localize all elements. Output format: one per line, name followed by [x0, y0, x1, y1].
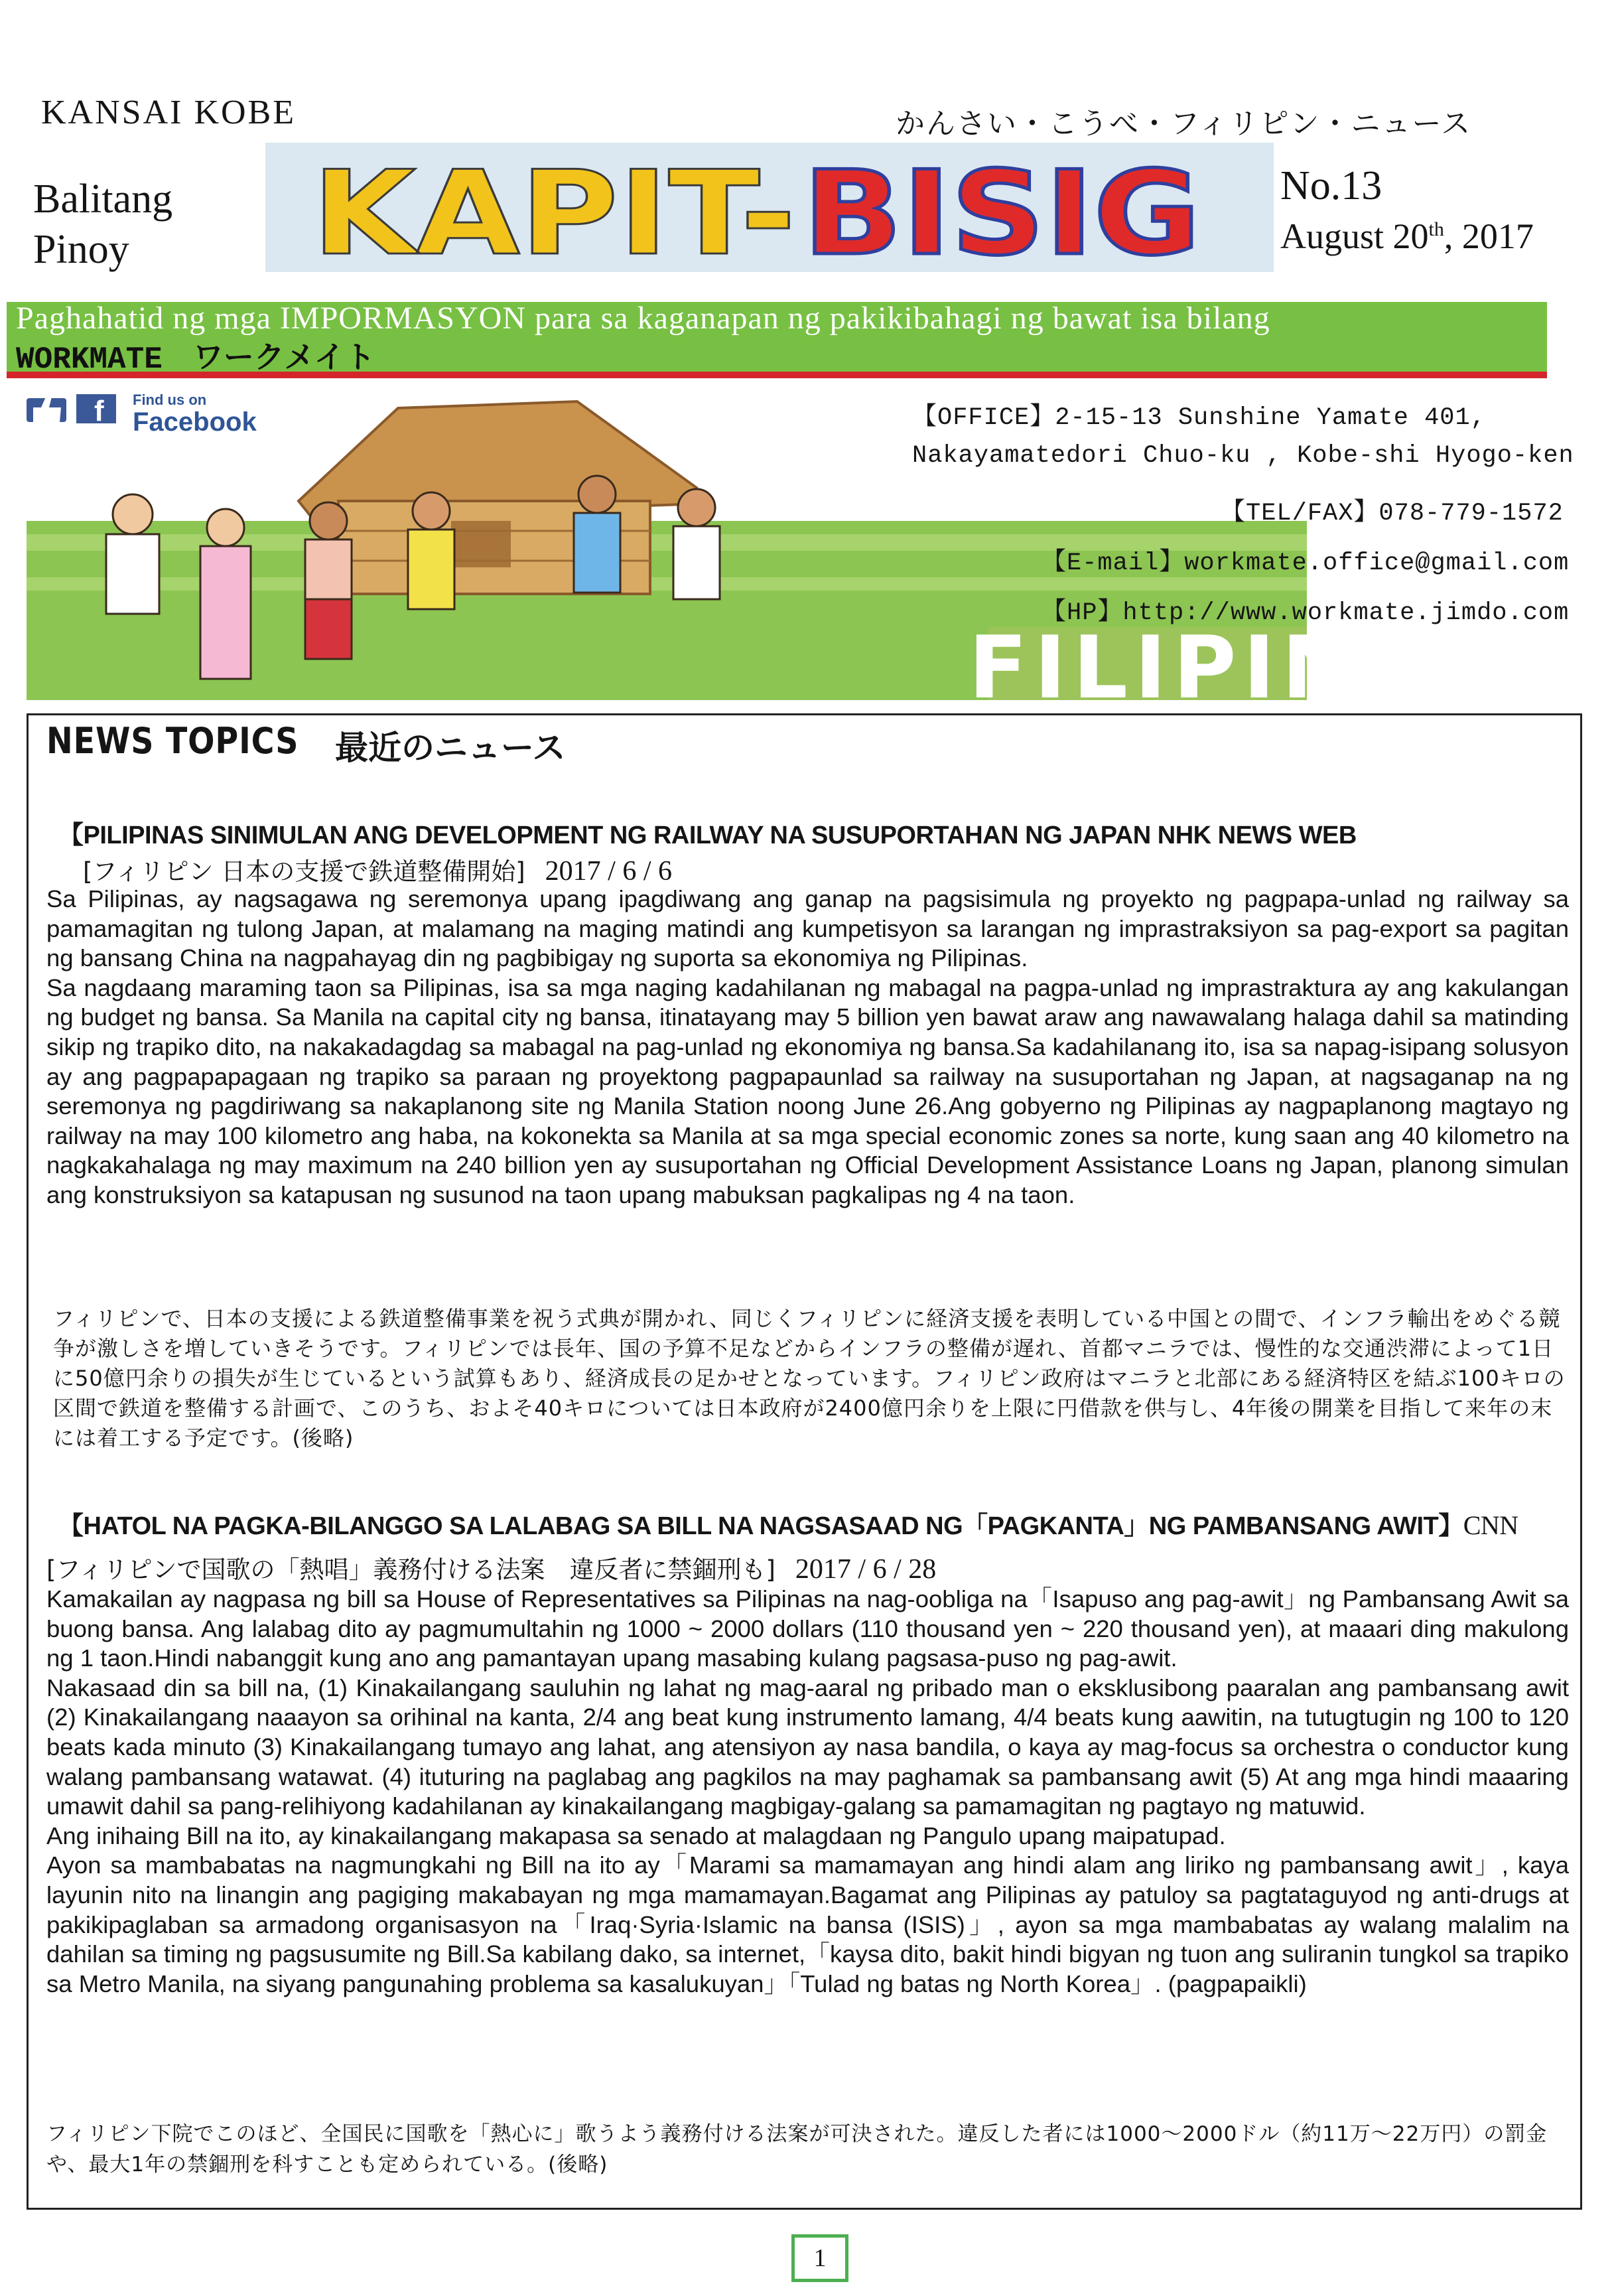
issue-number: No.13: [1280, 163, 1382, 208]
tagline-text: Paghahatid ng mga IMPORMASYON para sa kaganapan ng pakikibahagi ng bawat isa bilang: [16, 301, 1270, 336]
article-2-date: 2017 / 6 / 28: [795, 1554, 937, 1585]
news-topics-heading: NEWS TOPICS: [46, 720, 299, 762]
article-1-date: 2017 / 6 / 6: [545, 856, 673, 887]
workmate-label: WORKMATE ワークメイト: [16, 342, 375, 377]
kapit-bisig-logo: [312, 147, 1227, 270]
city-address-line: Nakayamatedori Chuo-ku , Kobe-shi Hyogo-ken: [912, 442, 1574, 470]
article-1-japanese: フィリピンで、日本の支援による鉄道整備事業を祝う式典が開かれ、同じくフィリピンに経済支援を表明している中国との間で、インフラ輸出をめぐる競争が激しさを増していきそうです。フィリピンでは長年、国の予算不足などからインフラの整備が遅れ、首都マニラでは、慢性的な交通渋滞によって1日に50億円余りの損失が生じているという試算もあり、経済成長の足かせとなっています。フィリピン政府はマニラと北部にある経済特区を結ぶ100キロの区間で鉄道を整備する計画で、このうち、およそ40キロについては日本政府が2400億円余りを上限に円借款を供与し、4年後の開業を目指して来年の末には着工する予定です。(後略): [53, 1306, 1566, 1451]
tel-fax-line: 【TEL/FAX】078-779-1572: [1221, 500, 1564, 528]
japanese-title: かんさい・こうべ・フィリピン・ニュース: [896, 107, 1472, 141]
filipino-banner-word: FILIPINO: [969, 617, 1441, 718]
logo-kapit: KAPIT-: [312, 147, 796, 270]
article-1-paragraph-1: Sa Pilipinas, ay nagsagawa ng seremonya upang ipagdiwang ang ganap na pagsisimula ng proyekto ng pagpapa-unlad ng railway sa pamamagitan ng tulong Japan, at malamang na maging matindi ang kumpetisyon sa larangan ng imprastraksiyon sa pag-export sa pagitan ng bansang China na nagpahayag din ng pagbibigay ng suporta sa ekonomiya ng Pilipinas.: [46, 885, 1569, 972]
article-2-subhead: [フィリピンで国歌の「熱唱」義務付ける法案 違反者に禁錮刑も] 2017 / 6 / 28: [46, 1554, 937, 1585]
issue-date: August 20th, 2017: [1280, 216, 1534, 256]
article-2-body: [46, 1585, 1569, 1999]
article-1-headline: 【PILIPINAS SINIMULAN ANG DEVELOPMENT NG RAILWAY NA SUSUPORTAHAN NG JAPAN NHK NEWS WEB: [58, 822, 1357, 849]
article-2-paragraph-1: Kamakailan ay nagpasa ng bill sa House of Representatives sa Pilipinas na nag-oobliga na「Isapuso ang pag-awit」ng Pambansang Awit sa buong bansa. Ang lalabag dito ay pagmumultahin ng 1000 ~ 2000 dollars (110 thousand yen ~ 220 thousand yen), at maaari ding makulong ng 1 taon.Hindi nabanggit kung ano ang pamantayan upang masabing kulang pagsasa-puso ng pag-awit.: [46, 1585, 1569, 1672]
article-1-body: [46, 885, 1569, 1210]
article-2-paragraph-2: Nakasaad din sa bill na, (1) Kinakailangang sauluhin ng lahat ng mag-aaral ng pribado man o eksklusibong paaralan ang pambansang awit (2) Kinakailangang naaayon sa orihinal na kanta, 2/4 ang beat kung instrumento lamang, 4/4 beats kung aawitin, na tutugtugin ng 100 to 120 beats kada minuto (3) Kinakailangang tumayo ang lahat, ang atensiyon ay nasa bandila, o kaya ay mag-focus sa orchestra o conductor kung walang pambansang watawat. (4) ituturing na paglabag ang pagkilos na may paghamak sa pambansang awit (5) At ang mga hindi maaaring umawit dahil sa pang-relihiyong kadahilanan ay kinakailangang magbigay-galang sa pamamagitan ng pagtayo ng matuwid.: [46, 1674, 1569, 1820]
facebook-like-icon[interactable]: [27, 392, 126, 425]
article-2-japanese: フィリピン下院でこのほど、全国民に国歌を「熱心に」歌うよう義務付ける法案が可決された。違反した者には1000～2000ドル（約11万～22万円）の罰金や、最大1年の禁錮刑を科すことも定められている。(後略): [46, 2122, 1548, 2177]
balitang-line-1: Balitang: [33, 177, 173, 222]
page-number: 1: [791, 2234, 848, 2282]
office-address-line: 【OFFICE】2-15-13 Sunshine Yamate 401,: [912, 404, 1486, 432]
find-us-label[interactable]: Find us on: [133, 392, 207, 408]
balitang-line-2: Pinoy: [33, 227, 129, 272]
article-2-paragraph-4: Ayon sa mambabatas na nagmungkahi ng Bill na ito ay「Marami sa mamamayan ang hindi alam ang liriko ng pambansang awit」, kaya layunin nito na linangin ang pagiging makabayan ng mga mamamayan.Bagamat ang Pilipinas ay patuloy sa pagtataguyod ng anti-drugs at pakikipaglaban sa armadong organisasyon na「Iraq·Syria·Islamic na bansa (ISIS)」, ayon sa mga mambabatas ay walang malalim na dahilan sa timing ng pagsusumite ng Bill.Sa kabilang dako, sa internet,「kaysa dito, bakit hindi bigyan ng tuon ang suliranin tungkol sa trapiko sa Metro Manila, na siyang pangunahing problema sa kasalukuyan」「Tulad ng batas ng North Korea」. (pagpapaikli): [46, 1851, 1569, 1997]
news-topics-heading-jp: 最近のニュース: [335, 729, 566, 767]
article-2-source: CNN: [1463, 1510, 1518, 1540]
article-2-paragraph-3: Ang inihaing Bill na ito, ay kinakailangang makapasa sa senado at malagdaan ng Pangulo upang maipatupad.: [46, 1822, 1226, 1849]
svg-text:f: f: [94, 395, 104, 425]
email-line[interactable]: 【E-mail】workmate.office@gmail.com: [1042, 549, 1570, 577]
facebook-link[interactable]: Facebook: [133, 407, 257, 437]
article-2-headline: 【HATOL NA PAGKA-BILANGGO SA LALABAG SA BILL NA NAGSASAAD NG「PAGKANTA」NG PAMBANSANG AWIT】CNN: [58, 1510, 1518, 1540]
homepage-line[interactable]: 【HP】http://www.workmate.jimdo.com: [1042, 599, 1570, 627]
region-label: KANSAI KOBE: [41, 94, 296, 131]
balitang-pinoy-label: [33, 174, 172, 275]
article-1-paragraph-2: Sa nagdaang maraming taon sa Pilipinas, isa sa mga naging kadahilanan ng mabagal na pagpa-unlad ng imprastraktura ay ang kakulangan ng budget ng bansa. Sa Manila na capital city ng bansa, itinatayang may 5 billion yen bawat araw ang nawawalang halaga dahil sa matinding sikip ng trapiko dito, na nakakadagdag sa mabagal na pag-unlad ng ekonomiya ng bansa.Sa kadahilanang ito, isa sa napag-isipang solusyon ay ang pagpapapagaan ng trapiko sa paraan ng proyektong pagpapaunlad sa railway na susuportahan ng Japan, at nagsaganap na ng seremonya ng pagdiriwang sa nakaplanong site ng Manila Station noong June 26.Ang gobyerno ng Pilipinas ay nagpaplanong magtayo ng railway na may 100 kilometro ang haba, na kokonekta sa Manila at sa mga special economic zones sa norte, kung saan ang 40 kilometro na nagkakahalaga ng may maximum na 240 billion yen ay susuportahan ng Official Development Assistance Loans ng Japan, planong simulan ang konstruksiyon sa katapusan ng susunod na taon upang mabuksan pagkalipas ng 4 na taon.: [46, 973, 1569, 1208]
article-1-subhead: [フィリピン 日本の支援で鉄道整備開始] 2017 / 6 / 6: [83, 856, 673, 887]
logo-bisig: BISIG: [803, 147, 1201, 270]
